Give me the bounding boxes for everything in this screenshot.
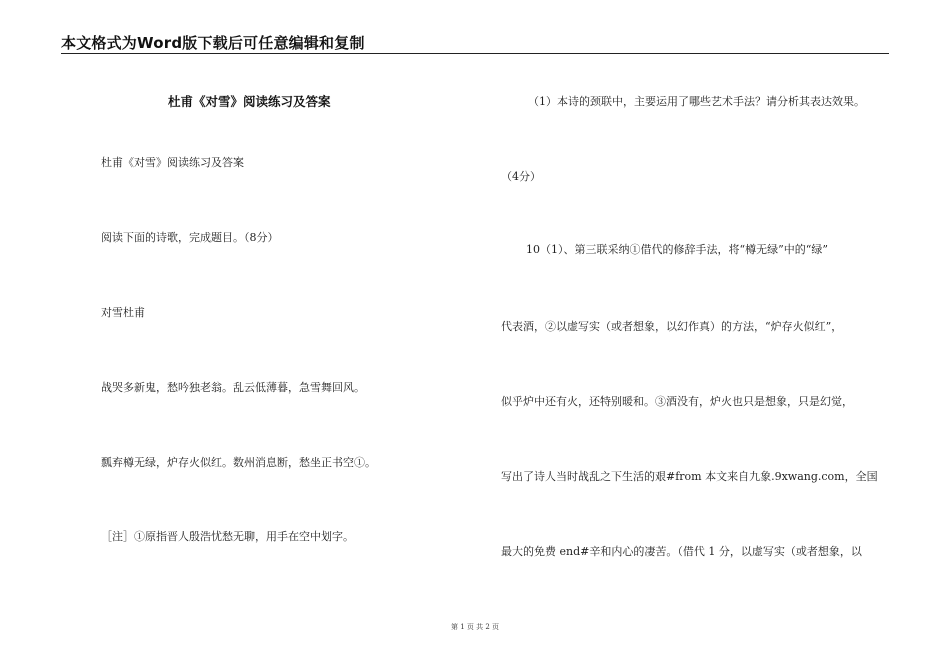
right-paragraph-7: 最大的免费 end#辛和内心的凄苦。（借代 1 分，以虚写实（或者想象，以	[501, 545, 862, 558]
left-paragraph-2: 阅读下面的诗歌，完成题目。（8分）	[101, 231, 279, 244]
document-title: 杜甫《对雪》阅读练习及答案	[168, 94, 331, 109]
header-text: 本文格式为Word版下载后可任意编辑和复制	[61, 34, 365, 52]
right-paragraph-2: （4分）	[501, 170, 541, 183]
left-paragraph-3: 对雪杜甫	[101, 306, 145, 319]
right-paragraph-4: 代表酒，②以虚写实（或者想象，以幻作真）的方法，“炉存火似红”，	[501, 320, 843, 333]
right-paragraph-5: 似乎炉中还有火，还特别暖和。③酒没有，炉火也只是想象，只是幻觉，	[501, 395, 853, 408]
right-paragraph-6: 写出了诗人当时战乱之下生活的艰#from 本文来自九象.9xwang.com，全国	[501, 470, 878, 483]
page-footer: 第 1 页 共 2 页	[450, 623, 500, 631]
right-paragraph-1: （1）本诗的颈联中，主要运用了哪些艺术手法？请分析其表达效果。	[528, 95, 865, 108]
left-paragraph-5: 瓢弃樽无绿，炉存火似红。数州消息断，愁坐正书空①。	[101, 456, 376, 469]
left-paragraph-1: 杜甫《对雪》阅读练习及答案	[101, 156, 244, 169]
left-paragraph-6: ［注］①原指晋人殷浩忧愁无聊，用手在空中划字。	[101, 530, 354, 543]
left-paragraph-4: 战哭多新鬼，愁吟独老翁。乱云低薄暮，急雪舞回风。	[101, 381, 365, 394]
right-paragraph-3: 10（1）、第三联采纳①借代的修辞手法，将“樽无绿”中的“绿”	[526, 243, 828, 256]
header-divider	[61, 53, 889, 54]
